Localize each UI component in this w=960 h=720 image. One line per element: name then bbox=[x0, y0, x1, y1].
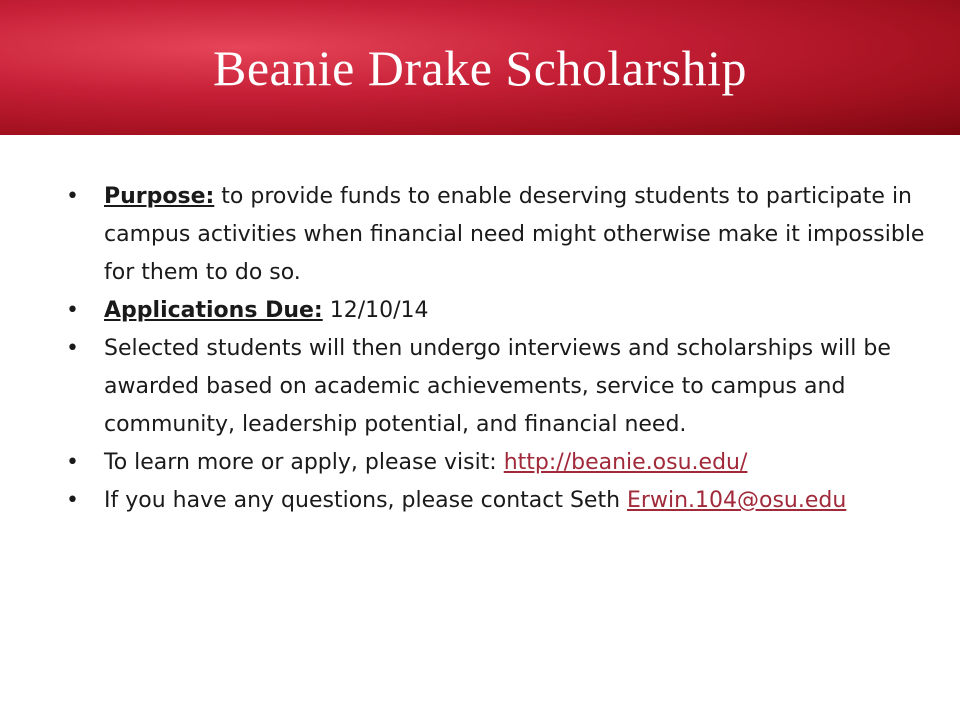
bullet-dot: • bbox=[66, 336, 79, 361]
title-banner bbox=[0, 0, 960, 135]
applications-due-date: 12/10/14 bbox=[322, 298, 429, 323]
bullet-selection bbox=[60, 330, 930, 444]
email-link[interactable]: Erwin.104@osu.edu bbox=[627, 488, 847, 513]
website-link[interactable]: http://beanie.osu.edu/ bbox=[503, 450, 748, 475]
bullet-dot: • bbox=[66, 184, 79, 209]
learn-more-text: To learn more or apply, please visit: bbox=[104, 450, 504, 475]
purpose-label: Purpose: bbox=[104, 184, 215, 209]
purpose-text: to provide funds to enable deserving students to participate in campus activities when financial need might otherwise make it impossible for them to do so. bbox=[104, 184, 925, 285]
contact-text: If you have any questions, please contact Seth bbox=[104, 488, 628, 513]
bullet-dot: • bbox=[66, 488, 79, 513]
applications-due-label: Applications Due: bbox=[104, 298, 323, 323]
bullet-applications-due bbox=[60, 292, 930, 330]
bullet-dot: • bbox=[66, 450, 79, 475]
bullet-dot: • bbox=[66, 298, 79, 323]
bullet-purpose bbox=[60, 178, 930, 292]
slide-title: Beanie Drake Scholarship bbox=[212, 40, 748, 96]
selection-text: Selected students will then undergo interviews and scholarships will be awarded based on academic achievements, service to campus and community, leadership potential, and financial need. bbox=[104, 336, 891, 437]
bullet-contact bbox=[60, 482, 930, 520]
bullet-list bbox=[60, 178, 930, 520]
bullet-learn-more bbox=[60, 444, 930, 482]
